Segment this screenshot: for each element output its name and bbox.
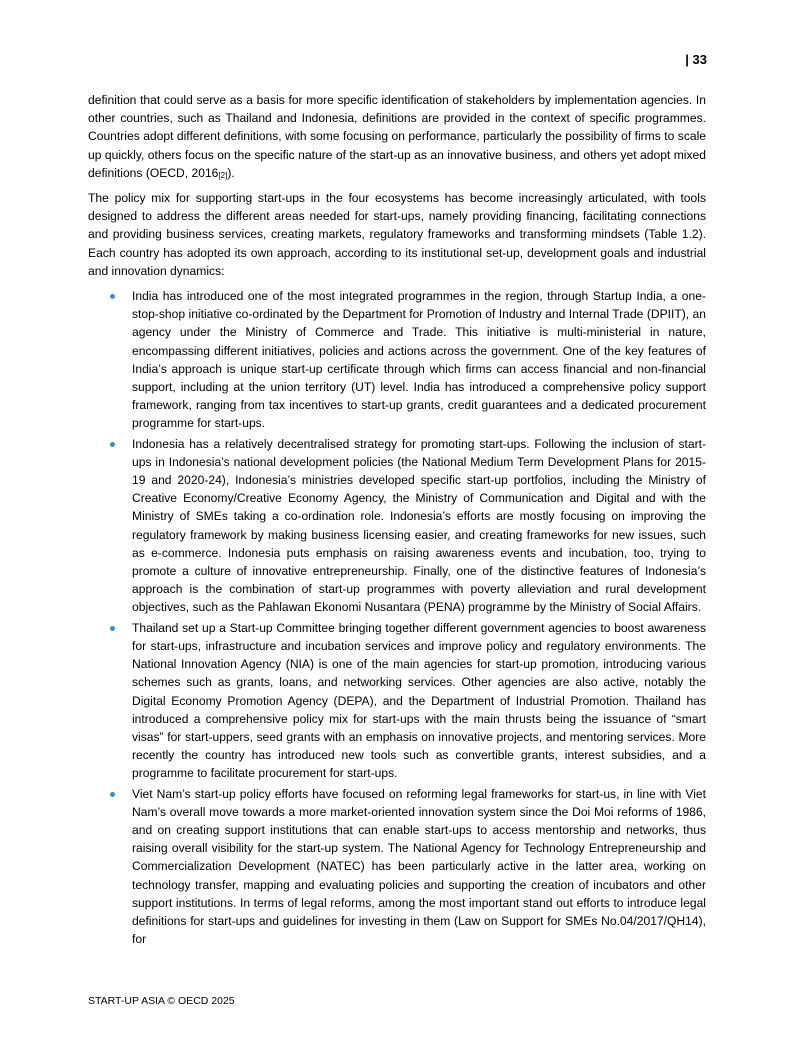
paragraph-text-end: ).: [227, 165, 235, 180]
bullet-item-thailand: [88, 619, 706, 783]
bullet-text: Viet Nam’s start-up policy efforts have focused on reforming legal frameworks for start-us, in line with Viet Nam’s overall move towards a more market-oriented innovation system since the Doi Moi reforms of 1986, and on creating support institutions that can enable start-ups to access mentorship and networks, thus raising overall visibility for the start-up system. The National Agency for Technology Entrepreneurship and Commercialization Development (NATEC) has been particularly active in the latter area, working on technology transfer, mapping and evaluating policies and supporting the creation of incubators and other support institutions. In terms of legal reforms, among the most important stand out efforts to introduce legal definitions for start-ups and guidelines for investing in them (Law on Support for SMEs No.04/2017/QH14), for: [132, 786, 706, 947]
page-number: | 33: [685, 52, 707, 67]
bullet-item-viet-nam: [88, 785, 706, 949]
bullet-dot-icon: [110, 626, 115, 631]
bullet-text: Indonesia has a relatively decentralised strategy for promoting start-ups. Following the inclusion of start-ups in Indonesia’s national development policies (the National Medium Term Development Plans for 2015-19 and 2020-24), Indonesia’s ministries developed specific start-up portfolios, including the Ministry of Creative Economy/Creative Economy Agency, the Ministry of Communication and Digital and with the Ministry of SMEs taking a co-ordination role. Indonesia’s efforts are mostly focusing on improving the regulatory framework by making business licensing easier, and creating frameworks for new issues, such as e-commerce. Indonesia puts emphasis on raising awareness events and incubation, too, trying to promote a culture of innovative entrepreneurship. Finally, one of the distinctive features of Indonesia’s approach is the combination of start-up programmes with poverty alleviation and rural development objectives, such as the Pahlawan Ekonomi Nusantara (PENA) programme by the Ministry of Social Affairs.: [132, 436, 706, 615]
paragraph-text: definition that could serve as a basis for more specific identification of stakeholders by implementation agencies. In other countries, such as Thailand and Indonesia, definitions are provided in the context of specific programmes. Countries adopt different definitions, with some focusing on performance, particularly the possibility of firms to scale up quickly, others focus on the specific nature of the start-up as an innovative business, and others yet adopt mixed definitions (OECD, 2016: [88, 93, 706, 180]
bullet-dot-icon: [110, 792, 115, 797]
bullet-item-india: [88, 287, 706, 433]
paragraph-policy-mix: The policy mix for supporting start-ups in the four ecosystems has become increasingly articulated, with tools designed to address the different areas needed for start-ups, namely providing financing, facilitating connections and providing business services, creating markets, regulatory frameworks and transforming mindsets (Table 1.2). Each country has adopted its own approach, according to its institutional set-up, development goals and industrial and innovation dynamics:: [88, 191, 706, 278]
bullet-dot-icon: [110, 294, 115, 299]
bullet-dot-icon: [110, 442, 115, 447]
bullet-item-indonesia: [88, 435, 706, 617]
paragraph-definitions: [88, 91, 706, 182]
bullet-text: India has introduced one of the most integrated programmes in the region, through Startup India, a one-stop-shop initiative co-ordinated by the Department for Promotion of Industry and Internal Trade (DPIIT), an agency under the Ministry of Commerce and Trade. This initiative is multi-ministerial in nature, encompassing different initiatives, policies and actions across the government. One of the key features of India’s approach is unique start-up certificate through which firms can access financial and non-financial support, including at the union territory (UT) level. India has introduced a comprehensive policy support framework, ranging from tax incentives to start-up grants, credit guarantees and a dedicated procurement programme for start-ups.: [132, 289, 706, 431]
document-body: [88, 91, 706, 950]
citation-reference: [2]: [218, 170, 228, 180]
page-footer: START-UP ASIA © OECD 2025: [88, 995, 235, 1007]
bullet-text: Thailand set up a Start-up Committee bringing together different government agencies to boost awareness for start-ups, infrastructure and incubation services and improve policy and regulatory environments. The National Innovation Agency (NIA) is one of the main agencies for start-up promotion, introducing various schemes such as grants, loans, and networking services. Other agencies are also active, notably the Digital Economy Promotion Agency (DEPA), and the Department of Industrial Promotion. Thailand has introduced a comprehensive policy mix for start-ups with the main thrusts being the issuance of “smart visas” for start-uppers, seed grants with an emphasis on innovative projects, and mentoring services. More recently the country has introduced new tools such as convertible grants, interest subsidies, and a programme to facilitate procurement for start-ups.: [132, 620, 706, 781]
country-bullet-list: [88, 287, 706, 948]
